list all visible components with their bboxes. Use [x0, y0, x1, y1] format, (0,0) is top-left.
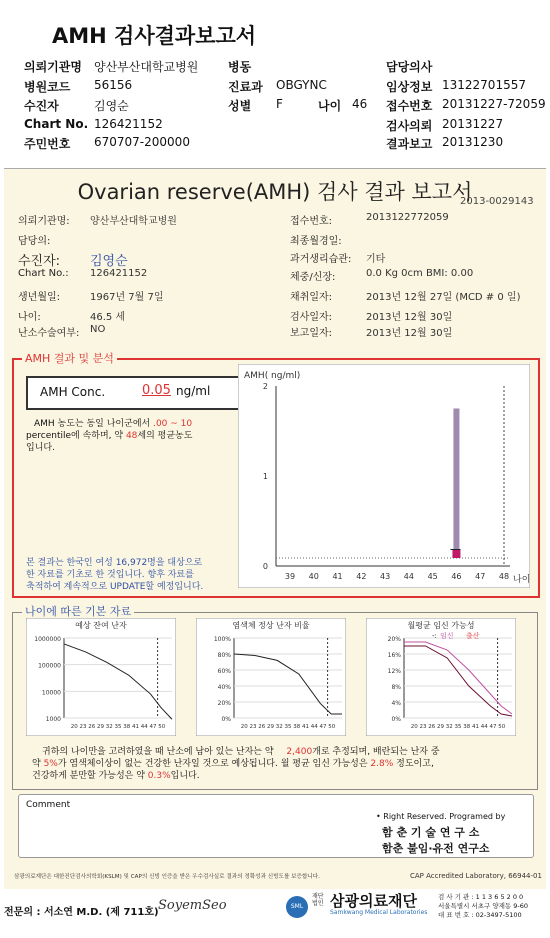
y-tick-label: 4% [391, 700, 401, 707]
amh-desc-3: 세의 평균농도 [137, 431, 193, 441]
amh-age-chart [238, 364, 530, 588]
header-value: 126421152 [94, 117, 163, 131]
comment-label: Comment [26, 800, 71, 810]
field-value: 2013년 12월 30일 [366, 312, 453, 323]
y-tick-label: 40% [217, 684, 231, 691]
y-tick-label: 1 [262, 472, 268, 481]
amh-note-1: 본 결과는 한국인 여성 16,972명을 대상으로 [26, 558, 203, 568]
field-label: 체중/신장: [290, 272, 336, 283]
x-tick-labels: 20 23 26 29 32 35 38 41 44 47 50 [70, 724, 166, 730]
y-tick-label: 20% [217, 700, 231, 707]
summary-2c: 가 염색체이상이 없는 건강한 난자일 것으로 예상됩니다. 월 평균 임신 가능성은 [57, 759, 368, 769]
field-label: 수진자: [18, 254, 61, 269]
x-tick-labels: 20 23 26 29 32 35 38 41 44 47 50 [240, 724, 336, 730]
field-label: Chart No.: [18, 268, 69, 279]
y-tick-label: 1000 [45, 716, 61, 723]
summary-3c: 입니다. [170, 771, 200, 781]
x-tick-label: 44 [403, 572, 414, 581]
cap-text: CAP Accredited Laboratory, 66944-01 [410, 872, 542, 880]
header-label: 검사의뢰 [386, 119, 433, 133]
lab-logo-en: Samkwang Medical Laboratories [330, 909, 428, 916]
lab-logo-name: 삼광의료재단 [330, 892, 417, 910]
header-value: 20131230 [442, 135, 504, 149]
pregnancy-rate-chart [366, 618, 516, 736]
field-value: NO [90, 324, 106, 335]
chart-frame [238, 364, 530, 588]
legend-item-pregnancy: 임신 [440, 632, 454, 640]
y-tick-label: 12% [387, 668, 401, 675]
org-name-2: 함춘 불임·유전 연구소 [382, 842, 490, 855]
y-tick-label: 16% [387, 652, 401, 659]
header-value: 46 [352, 97, 368, 111]
lab-address-3: 대 표 번 호 : 02-3497-5100 [438, 911, 522, 919]
header-value: 670707-200000 [94, 135, 190, 149]
y-tick-label: 100% [213, 636, 231, 643]
chart-title: 염색체 정상 난자 비율 [232, 621, 310, 630]
amh-conc-value: 0.05 [142, 383, 171, 398]
field-value: 2013122772059 [366, 212, 449, 223]
header-label: 나이 [318, 99, 342, 113]
summary-2b: 5% [43, 759, 58, 769]
y-tick-label: 80% [217, 652, 231, 659]
header-label: 담당의사 [386, 60, 433, 74]
lab-logo-icon: SML [286, 896, 308, 918]
summary-2e: 정도이고, [396, 759, 434, 769]
x-tick-label: 48 [498, 572, 510, 581]
legend-item-birth: 출산 [466, 632, 480, 640]
age-section-label: 나이에 따른 기본 자료 [22, 603, 134, 619]
amh-note-3: 축적하여 계속적으로 UPDATE할 예정입니다. [26, 582, 204, 592]
field-label: 의뢰기관명: [18, 216, 70, 227]
header-value: 56156 [94, 78, 133, 92]
lab-address-1: 검 사 기 관 : 1 1 3 6 5 2 0 0 [438, 893, 524, 901]
report-number: 2013-0029143 [460, 196, 534, 207]
amh-desc-4: 입니다. [26, 443, 55, 453]
amh-desc-1: AMH 농도는 동일 나이군에서 [34, 419, 151, 429]
amh-conc-box [26, 376, 240, 410]
x-tick-label: 45 [427, 572, 438, 581]
y-tick-label: 1000000 [34, 636, 61, 643]
field-label: 담당의: [18, 236, 51, 247]
x-tick-label: 39 [284, 572, 296, 581]
amh-section-label: AMH 결과 및 분석 [22, 350, 117, 366]
summary-2d: 2.8% [370, 759, 394, 769]
field-label: 최종월경일: [290, 236, 342, 247]
header-label: 의뢰기관명 [24, 60, 82, 74]
remaining-eggs-chart [26, 618, 176, 736]
header-label: 진료과 [228, 80, 263, 94]
x-tick-label: 43 [380, 572, 391, 581]
y-tick-label: 8% [391, 684, 401, 691]
header-label: 병원코드 [24, 80, 71, 94]
amh-desc-range: .00 ~ 10 [153, 419, 193, 429]
legend-dash: -: [432, 632, 437, 640]
header-label: 성별 [228, 99, 252, 113]
y-tick-label: 2 [262, 382, 268, 391]
report-title: Ovarian reserve(AMH) 검사 결과 보고서 [77, 180, 473, 204]
header-label: 수진자 [24, 99, 59, 113]
patient-amh-bar [452, 550, 460, 559]
header-value: F [276, 97, 283, 111]
cert-text: 삼광의료재단은 대한진단검사의학회(KSLM) 및 CAP의 신빙 인증을 받은 우수검사실로 결과의 정확성과 신빙도를 보증합니다. [14, 874, 320, 880]
x-tick-label: 42 [356, 572, 367, 581]
x-tick-label: 46 [451, 572, 462, 581]
header-label: Chart No. [24, 117, 89, 131]
org-name-1: 함 춘 기 술 연 구 소 [382, 826, 480, 839]
header-value: 양산부산대학교병원 [94, 60, 199, 74]
header-value: 김영순 [94, 99, 129, 113]
chart-title: 월평균 임신 가능성 [407, 621, 475, 630]
field-label: 채취일자: [290, 292, 333, 303]
y-tick-label: 0% [221, 716, 231, 723]
field-label: 검사일자: [290, 312, 333, 323]
header-value: OBGYNC [276, 78, 327, 92]
y-tick-label: 100000 [38, 662, 61, 670]
lab-address-2: 서울특별시 서초구 양재동 9-60 [438, 902, 529, 910]
y-tick-label: 60% [217, 668, 231, 675]
amh-conc-unit: ng/ml [176, 384, 211, 398]
summary-1b: 2,400 [286, 747, 313, 757]
field-label: 나이: [18, 312, 41, 323]
x-tick-label: 47 [475, 572, 486, 581]
header-label: 주민번호 [24, 137, 71, 151]
summary-2a: 약 [32, 759, 41, 769]
amh-desc-2: percentile에 속하며, 약 [26, 431, 124, 441]
age-range-bar [453, 409, 459, 553]
field-value: 126421152 [90, 268, 148, 279]
header-label: 접수번호 [386, 99, 433, 113]
field-label: 접수번호: [290, 216, 333, 227]
amh-conc-label: AMH Conc. [40, 385, 106, 399]
field-value: 2013년 12월 27일 (MCD # 0 일) [366, 292, 521, 303]
doctor-signature: SoyemSeo [158, 898, 227, 913]
header-value: 20131227-72059 [442, 97, 546, 111]
x-tick-labels: 20 23 26 29 32 35 38 41 44 47 50 [410, 724, 506, 730]
field-label: 생년월일: [18, 292, 61, 303]
field-value: 2013년 12월 30일 [366, 328, 453, 339]
field-value: 1967년 7월 7일 [90, 292, 164, 303]
doctor-label: 전문의 : 서소연 M.D. (제 711호) [4, 907, 159, 918]
rights-text: • Right Reserved. Programed by [376, 812, 506, 821]
page-title: AMH 검사결과보고서 [52, 24, 257, 48]
y-tick-label: 0 [262, 562, 268, 571]
header-value: 20131227 [442, 117, 504, 131]
field-label: 보고일자: [290, 328, 333, 339]
y-tick-label: 10000 [41, 689, 61, 697]
normal-egg-ratio-chart [196, 618, 346, 736]
lab-logo-small: 재단법인 [312, 893, 324, 907]
x-axis-label: 나이 [513, 575, 530, 585]
field-value: 46.5 세 [90, 312, 126, 323]
summary-3b: 0.3% [147, 771, 171, 781]
field-value: 0.0 Kg 0cm BMI: 0.00 [366, 268, 474, 279]
field-value: 김영순 [90, 254, 128, 269]
summary-1c: 개로 추정되며, 배란되는 난자 중 [312, 747, 440, 757]
y-tick-label: 0% [391, 716, 401, 723]
field-label: 과거생리습관: [290, 254, 352, 265]
field-label: 난소수술여부: [18, 328, 80, 339]
header-label: 병동 [228, 60, 252, 74]
field-value: 양산부산대학교병원 [90, 216, 177, 227]
header-label: 결과보고 [386, 137, 433, 151]
x-tick-label: 41 [332, 572, 343, 581]
header-label: 임상정보 [386, 80, 433, 94]
summary-3a: 건강하게 분만할 가능성은 약 [32, 771, 145, 781]
amh-note-2: 한 자료를 기초로 한 것입니다. 향후 자료를 [26, 570, 194, 580]
y-axis-label: AMH( ng/ml) [244, 371, 301, 381]
y-tick-label: 20% [387, 636, 401, 643]
field-value: 기타 [366, 254, 386, 265]
summary-1a: 귀하의 나이만을 고려하였을 때 난소에 남아 있는 난자는 약 [42, 747, 274, 757]
amh-desc-age: 48 [125, 431, 138, 441]
x-tick-label: 40 [308, 572, 319, 581]
chart-title: 예상 잔여 난자 [75, 621, 127, 630]
header-value: 13122701557 [442, 78, 526, 92]
